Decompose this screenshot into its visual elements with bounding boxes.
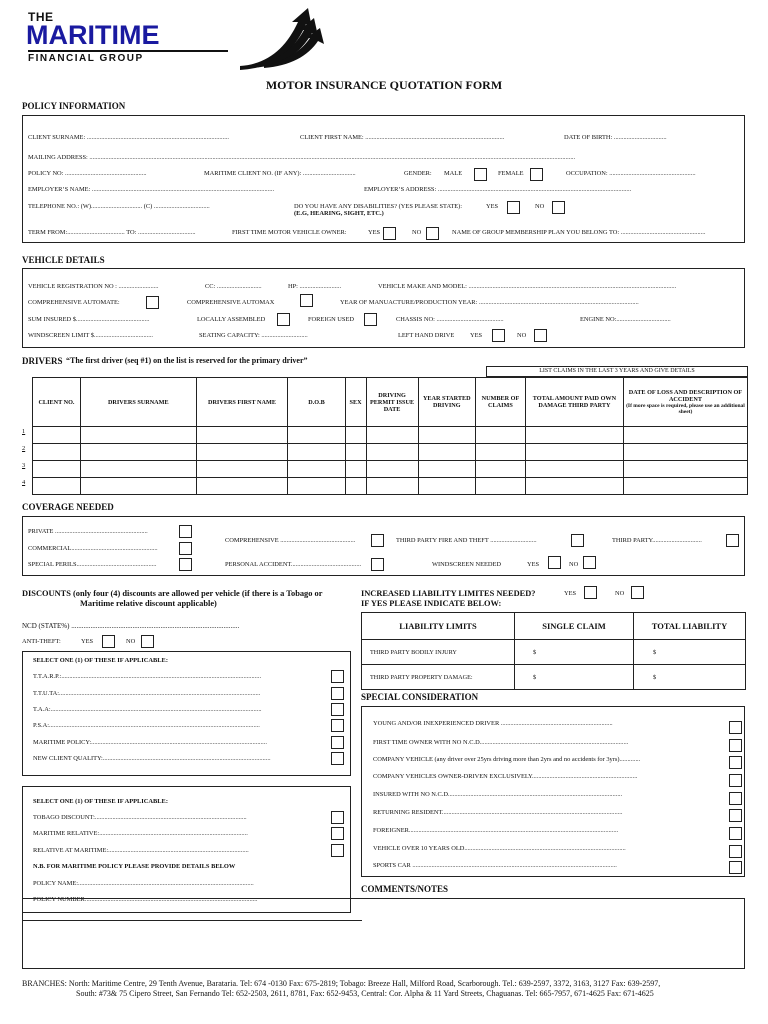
liability-table xyxy=(361,612,746,690)
row-number-3: 3 xyxy=(22,462,26,469)
policy-no-field[interactable]: POLICY NO: ................................................... xyxy=(28,170,147,177)
windscreen-no-label: NO xyxy=(569,561,579,568)
claims-header: LIST CLAIMS IN THE LAST 3 YEARS AND GIVE DETAILS xyxy=(539,368,695,374)
first-time-no-checkbox[interactable] xyxy=(426,227,439,240)
disabilities-yes-checkbox[interactable] xyxy=(507,201,520,214)
sum-insured-field[interactable]: SUM INSURED $.............................................. xyxy=(28,316,150,323)
liability-no-checkbox[interactable] xyxy=(631,586,644,599)
private-checkbox[interactable] xyxy=(179,525,192,538)
vehicle-over-10-checkbox[interactable] xyxy=(729,845,742,858)
comprehensive-label: COMPREHENSIVE ............................................... xyxy=(225,537,356,544)
property-damage-single[interactable]: $ xyxy=(515,665,634,690)
engine-no-field[interactable]: ENGINE NO:.................................. xyxy=(580,316,671,323)
female-label: FEMALE xyxy=(498,170,524,177)
term-field[interactable]: TERM FROM:.................................... TO: .................................... xyxy=(28,229,196,236)
policy-heading: POLICY INFORMATION xyxy=(22,101,126,111)
drivers-header-row xyxy=(33,378,748,427)
form-title: MOTOR INSURANCE QUOTATION FORM xyxy=(265,78,503,92)
windscreen-no-checkbox[interactable] xyxy=(583,556,596,569)
col-permit-date: DRIVING PERMIT ISSUE DATE xyxy=(366,378,418,427)
col-date-of-loss xyxy=(623,378,747,427)
first-time-no-ncd-checkbox[interactable] xyxy=(729,739,742,752)
cc-field[interactable]: CC: ............................ xyxy=(205,283,262,290)
date-of-birth-field[interactable]: DATE OF BIRTH: ................................. xyxy=(564,134,667,141)
insured-no-ncd-label: INSURED WITH NO N.C.D............................................................................................................. xyxy=(373,791,623,798)
male-checkbox[interactable] xyxy=(474,168,487,181)
gender-label: GENDER: xyxy=(404,170,432,177)
logo-arrows-icon xyxy=(238,8,328,70)
liability-yes-label: YES xyxy=(564,590,577,597)
returning-resident-checkbox[interactable] xyxy=(729,809,742,822)
client-first-name-field[interactable]: CLIENT FIRST NAME: ....................................................................................... xyxy=(300,134,505,141)
windscreen-yes-label: YES xyxy=(527,561,540,568)
occupation-field[interactable]: OCCUPATION: ...................................................... xyxy=(566,170,696,177)
select-one-label-2: SELECT ONE (1) OF THESE IF APPLICABLE: xyxy=(33,798,168,805)
col-total-paid: TOTAL AMOUNT PAID OWN DAMAGE THIRD PARTY xyxy=(525,378,623,427)
company-vehicle-checkbox[interactable] xyxy=(729,756,742,769)
company-logo xyxy=(26,8,326,70)
liability-header-row xyxy=(362,613,746,640)
third-party-checkbox[interactable] xyxy=(726,534,739,547)
telephone-field[interactable]: TELEPHONE NO.: (W)................................ (C) ................................... xyxy=(28,203,210,210)
policy-number-field[interactable]: POLICY NUMBER:........................................................................................................... xyxy=(33,896,258,903)
registration-no-field[interactable]: VEHICLE REGISTRATION NO : ......................... xyxy=(28,283,159,290)
hp-field[interactable]: HP: .......................... xyxy=(288,283,342,290)
commercial-label: COMMERCIAL...................................................... xyxy=(28,545,158,552)
logo-underline xyxy=(28,50,228,52)
row-number-1: 1 xyxy=(22,428,26,435)
tpft-label: THIRD PARTY FIRE AND THEFT ............................. xyxy=(396,537,537,544)
sports-car-label: SPORTS CAR ................................................................................................................................ xyxy=(373,862,617,869)
row-number-2: 2 xyxy=(22,445,26,452)
comprehensive-automate-label: COMPREHENSIVE AUTOMATE: xyxy=(28,299,120,306)
lhd-yes-checkbox[interactable] xyxy=(492,329,505,342)
special-heading: SPECIAL CONSIDERATION xyxy=(361,692,479,702)
young-driver-label: YOUNG AND/OR INEXPERIENCED DRIVER ...................................................................... xyxy=(373,720,613,727)
mailing-address-field[interactable]: MAILING ADDRESS: ................................................................................................................................................................................................................................................................................................................ xyxy=(28,154,576,161)
windscreen-limit-field[interactable]: WINDSCREEN LIMIT $..................................... xyxy=(28,332,154,339)
special-perils-checkbox[interactable] xyxy=(179,558,192,571)
table-row[interactable] xyxy=(33,478,748,495)
col-first-name: DRIVERS FIRST NAME xyxy=(196,378,288,427)
disabilities-example: (E.G, HEARING, SIGHT, ETC.) xyxy=(294,210,384,217)
relative-at-maritime-label: RELATIVE AT MARITIME:........................................................................................ xyxy=(33,847,249,854)
logo-the: THE xyxy=(28,10,54,24)
bodily-injury-total[interactable]: $ xyxy=(634,640,746,665)
employer-name-field[interactable]: EMPLOYER’S NAME: .................................................................................................................. xyxy=(28,186,275,193)
table-row[interactable] xyxy=(33,444,748,461)
logo-name: MARITIME xyxy=(26,20,160,50)
col-single-claim: SINGLE CLAIM xyxy=(515,613,634,640)
tobago-discount-label: TOBAGO DISCOUNT:............................................................................................... xyxy=(33,814,247,821)
ttuta-label: T.T.U.TA:.............................................................................................................................. xyxy=(33,690,261,697)
group-plan-field[interactable]: NAME OF GROUP MEMBERSHIP PLAN YOU BELONG TO: ..................................................... xyxy=(452,229,706,236)
tobago-discount-checkbox[interactable] xyxy=(331,811,344,824)
ttarp-label: T.T.A.R.P.:............................................................................................................................. xyxy=(33,673,262,680)
col-surname: DRIVERS SURNAME xyxy=(80,378,196,427)
property-damage-total[interactable]: $ xyxy=(634,665,746,690)
col-dob: D.O.B xyxy=(288,378,345,427)
bodily-injury-label: THIRD PARTY BODILY INJURY xyxy=(362,640,515,665)
third-party-label: THIRD PARTY............................... xyxy=(612,537,702,544)
liability-yes-checkbox[interactable] xyxy=(584,586,597,599)
first-time-no-label: NO xyxy=(412,229,422,236)
commercial-checkbox[interactable] xyxy=(179,542,192,555)
ttuta-checkbox[interactable] xyxy=(331,687,344,700)
vehicle-heading: VEHICLE DETAILS xyxy=(22,255,105,265)
young-driver-checkbox[interactable] xyxy=(729,721,742,734)
comprehensive-automate-checkbox[interactable] xyxy=(146,296,159,309)
col-date-of-loss-label: DATE OF LOSS AND DESCRIPTION OF ACCIDENT xyxy=(628,388,743,403)
psa-checkbox[interactable] xyxy=(331,719,344,732)
anti-theft-no-label: NO xyxy=(126,638,136,645)
maritime-client-no-field[interactable]: MARITIME CLIENT NO. (IF ANY): ................................. xyxy=(204,170,356,177)
disabilities-yes-label: YES xyxy=(486,203,499,210)
footer-branches-line1: BRANCHES: North: Maritime Centre, 29 Tenth Avenue, Barataria. Tel: 674 -0130 Fax: 675-2819; Tobago: Breeze Hall, Milford Road, Scarborough. Tel.: 639-2597, 3372, 3163, 3127 Fax: 639-2597, xyxy=(22,979,661,988)
maritime-relative-checkbox[interactable] xyxy=(331,827,344,840)
male-label: MALE xyxy=(444,170,463,177)
property-damage-label: THIRD PARTY PROPERTY DAMAGE: xyxy=(362,665,515,690)
taa-checkbox[interactable] xyxy=(331,703,344,716)
anti-theft-yes-checkbox[interactable] xyxy=(102,635,115,648)
disabilities-no-label: NO xyxy=(535,203,545,210)
table-row xyxy=(362,640,746,665)
left-hand-drive-label: LEFT HAND DRIVE xyxy=(398,332,455,339)
lhd-no-label: NO xyxy=(517,332,527,339)
psa-label: P.S.A:.................................................................................................................................... xyxy=(33,722,260,729)
returning-resident-label: RETURNING RESIDENT................................................................................................................. xyxy=(373,809,623,816)
windscreen-yes-checkbox[interactable] xyxy=(548,556,561,569)
disabilities-question: DO YOU HAVE ANY DISABILITIES? (YES PLEASE STATE): xyxy=(294,203,463,210)
locally-assembled-checkbox[interactable] xyxy=(277,313,290,326)
table-row xyxy=(362,665,746,690)
coverage-heading: COVERAGE NEEDED xyxy=(22,502,114,512)
maritime-relative-label: MARITIME RELATIVE:............................................................................................. xyxy=(33,830,248,837)
lhd-yes-label: YES xyxy=(470,332,483,339)
comments-divider xyxy=(22,920,362,921)
select-one-label-1: SELECT ONE (1) OF THESE IF APPLICABLE: xyxy=(33,657,168,664)
logo-subtitle: FINANCIAL GROUP xyxy=(28,53,144,64)
windscreen-needed-label: WINDSCREEN NEEDED xyxy=(432,561,502,568)
col-date-of-loss-note: (If more space is required, please use an additional sheet) xyxy=(626,402,745,415)
chassis-no-field[interactable]: CHASSIS NO: .......................................... xyxy=(396,316,504,323)
taa-label: T.A.A:.................................................................................................................................... xyxy=(33,706,262,713)
disabilities-no-checkbox[interactable] xyxy=(552,201,565,214)
table-row[interactable] xyxy=(33,461,748,478)
row-number-4: 4 xyxy=(22,479,26,486)
ttarp-checkbox[interactable] xyxy=(331,670,344,683)
liability-heading-2: IF YES PLEASE INDICATE BELOW: xyxy=(361,599,502,608)
foreign-used-checkbox[interactable] xyxy=(364,313,377,326)
employer-address-field[interactable]: EMPLOYER’S ADDRESS: ......................................................................................................................... xyxy=(364,186,632,193)
first-time-yes-label: YES xyxy=(368,229,381,236)
insured-no-ncd-checkbox[interactable] xyxy=(729,792,742,805)
table-row[interactable] xyxy=(33,427,748,444)
ncd-field[interactable]: NCD (STATE%) ................................................................................................ xyxy=(22,622,240,630)
col-client-no: CLIENT NO. xyxy=(33,378,81,427)
bodily-injury-single[interactable]: $ xyxy=(515,640,634,665)
sports-car-checkbox[interactable] xyxy=(729,861,742,874)
comprehensive-automax-checkbox[interactable] xyxy=(300,294,313,307)
footer-branches-line2: South: #73& 75 Cipero Street, San Fernando Tel: 652-2503, 2611, 8781, Fax: 652-9453, Central: Cor. Alpha & 11 Yard Streets, Chaguanas. Tel: 665-7957, 671-4625 Fax: 671-4625 xyxy=(76,989,654,998)
make-model-field[interactable]: VEHICLE MAKE AND MODEL: .................................................................................................................................. xyxy=(378,283,677,290)
anti-theft-label: ANTI-THEFT: xyxy=(22,638,61,645)
nb-maritime-policy: N.B. FOR MARITIME POLICY PLEASE PROVIDE DETAILS BELOW xyxy=(33,863,236,870)
owner-driven-label: COMPANY VEHICLES OWNER-DRIVEN EXCLUSIVELY.................................................................. xyxy=(373,773,638,780)
personal-accident-checkbox[interactable] xyxy=(371,558,384,571)
company-vehicle-label: COMPANY VEHICLE (any driver over 25yrs driving more than 2yrs and no accidents for 3yrs)............. xyxy=(373,756,641,763)
foreign-used-label: FOREIGN USED xyxy=(308,316,354,323)
female-checkbox[interactable] xyxy=(530,168,543,181)
maritime-policy-checkbox[interactable] xyxy=(331,736,344,749)
comprehensive-checkbox[interactable] xyxy=(371,534,384,547)
anti-theft-yes-label: YES xyxy=(81,638,94,645)
tpft-checkbox[interactable] xyxy=(571,534,584,547)
policy-name-field[interactable]: POLICY NAME:.............................................................................................................. xyxy=(33,880,254,887)
col-year-started: YEAR STARTED DRIVING xyxy=(418,378,475,427)
locally-assembled-label: LOCALLY ASSEMBLED xyxy=(197,316,266,323)
personal-accident-label: PERSONAL ACCIDENT............................................ xyxy=(225,561,362,568)
liability-heading: INCREASED LIABILITY LIMITES NEEDED? xyxy=(361,589,536,598)
first-time-no-ncd-label: FIRST TIME OWNER WITH NO N.C.D............................................................................................. xyxy=(373,739,629,746)
production-year-field[interactable]: YEAR OF MANUACTURE/PRODUCTION YEAR: .................................................................................................... xyxy=(340,299,639,306)
foreigner-label: FOREIGNER................................................................................................................................... xyxy=(373,827,619,834)
anti-theft-no-checkbox[interactable] xyxy=(141,635,154,648)
comprehensive-automax-label: COMPREHENSIVE AUTOMAX xyxy=(187,299,275,306)
first-time-owner-label: FIRST TIME MOTOR VEHICLE OWNER: xyxy=(232,229,347,236)
liability-no-label: NO xyxy=(615,590,625,597)
seating-capacity-field[interactable]: SEATING CAPACITY: ............................. xyxy=(199,332,308,339)
new-client-checkbox[interactable] xyxy=(331,752,344,765)
discounts-heading: DISCOUNTS (only four (4) discounts are allowed per vehicle (if there is a Tobago or xyxy=(22,589,323,598)
first-time-yes-checkbox[interactable] xyxy=(383,227,396,240)
new-client-label: NEW CLIENT QUALITY:......................................................................................................... xyxy=(33,755,271,762)
col-liability-limits: LIABILITY LIMITS xyxy=(362,613,515,640)
drivers-heading: DRIVERS xyxy=(22,356,63,366)
foreigner-checkbox[interactable] xyxy=(729,827,742,840)
maritime-policy-label: MARITIME POLICY:.............................................................................................................. xyxy=(33,739,267,746)
drivers-table xyxy=(32,377,748,495)
relative-at-maritime-checkbox[interactable] xyxy=(331,844,344,857)
special-perils-label: SPECIAL PERILS.................................................. xyxy=(28,561,157,568)
private-label: PRIVATE .......................................................... xyxy=(28,528,148,535)
drivers-note: “The first driver (seq #1) on the list is reserved for the primary driver” xyxy=(66,356,308,365)
vehicle-over-10-label: VEHICLE OVER 10 YEARS OLD..................................................................................................... xyxy=(373,845,626,852)
col-total-liability: TOTAL LIABILITY xyxy=(634,613,746,640)
col-number-claims: NUMBER OF CLAIMS xyxy=(475,378,525,427)
lhd-no-checkbox[interactable] xyxy=(534,329,547,342)
client-surname-field[interactable]: CLIENT SURNAME: ......................................................................................... xyxy=(28,134,230,141)
discounts-heading-2: Maritime relative discount applicable) xyxy=(80,599,217,608)
comments-heading: COMMENTS/NOTES xyxy=(361,884,449,894)
col-sex: SEX xyxy=(345,378,366,427)
comments-notes-area[interactable] xyxy=(22,898,745,969)
owner-driven-checkbox[interactable] xyxy=(729,774,742,787)
